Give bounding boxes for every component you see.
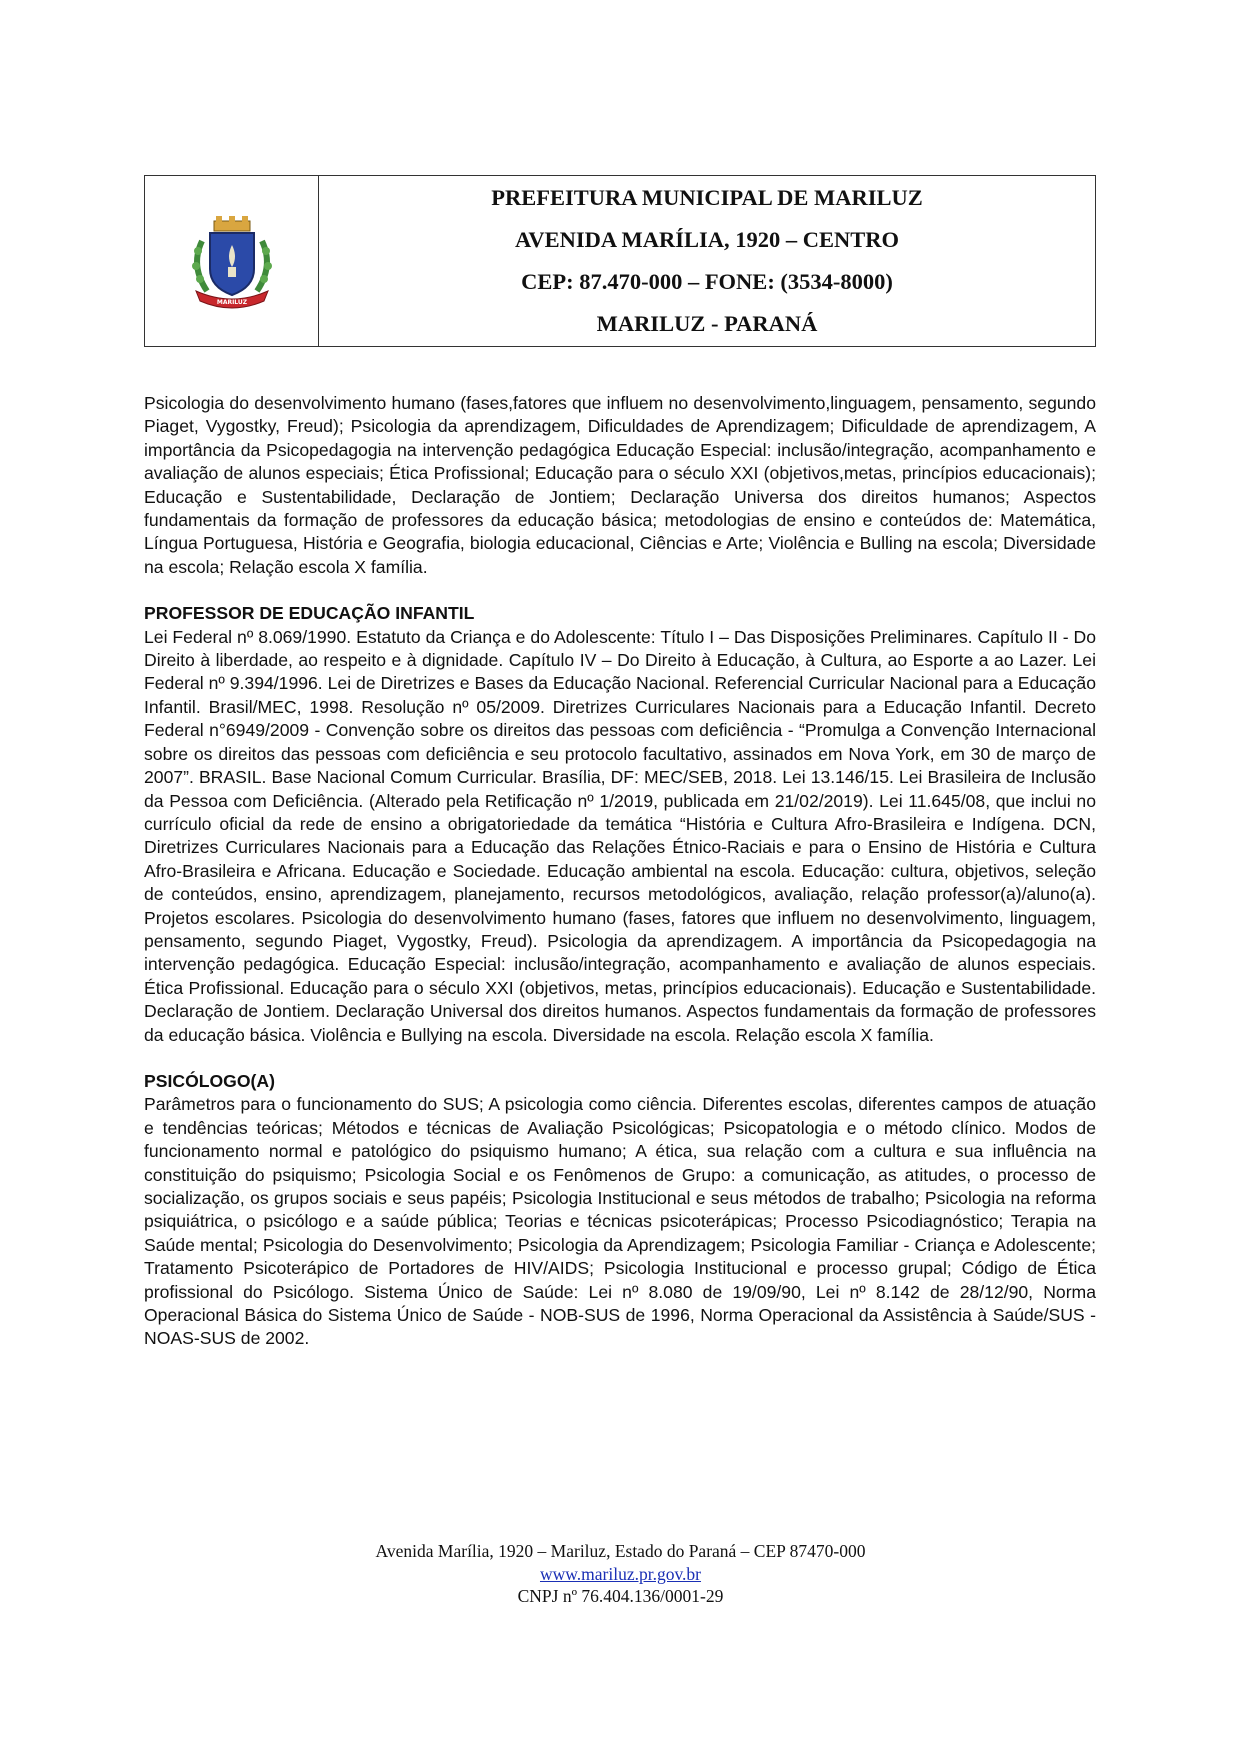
- footer-cnpj: CNPJ nº 76.404.136/0001-29: [517, 1586, 724, 1606]
- municipal-coat-of-arms-icon: [182, 211, 282, 311]
- crest-banner-text: MARILUZ: [216, 299, 247, 306]
- intro-paragraph: Psicologia do desenvolvimento humano (fases,fatores que influem no desenvolvimento,linguagem, pensamento, segundo Piaget, Vygostky, Freud); Psicologia da aprendizagem, Dificuldades de Aprendizagem; Dificuldade de aprendizagem, A importância da Psicopedagogia na intervenção pedagógica Educação Especial: inclusão/integração, acompanhamento e avaliação de alunos especiais; Ética Profissional; Educação para o século XXI (objetivos,metas, princípios educacionais); Educação e Sustentabilidade, Declaração de Jontiem; Declaração Universa dos direitos humanos; Aspectos fundamentais da formação de professores da educação básica; metodologias de ensino e conteúdos de: Matemática, Língua Portuguesa, História e Geografia, biologia educacional, Ciências e Arte; Violência e Bulling na escola; Diversidade na escola; Relação escola X família.: [144, 393, 1096, 577]
- section-text-professor: Lei Federal nº 8.069/1990. Estatuto da Criança e do Adolescente: Título I – Das Disposições Preliminares. Capítulo II - Do Direito à liberdade, ao respeito e à dignidade. Capítulo IV – Do Direito à Educação, à Cultura, ao Esporte a ao Lazer. Lei Federal nº 9.394/1996. Lei de Diretrizes e Bases da Educação Nacional. Referencial Curricular Nacional para a Educação Infantil. Brasil/MEC, 1998. Resolução nº 05/2009. Diretrizes Curriculares Nacionais para a Educação Infantil. Decreto Federal n°6949/2009 - Convenção sobre os direitos das pessoas com deficiência - “Promulga a Convenção Internacional sobre os direitos das pessoas com deficiência e seu protocolo facultativo, assinados em Nova York, em 30 de março de 2007”. BRASIL. Base Nacional Comum Curricular. Brasília, DF: MEC/SEB, 2018. Lei 13.146/15. Lei Brasileira de Inclusão da Pessoa com Deficiência. (Alterado pela Retificação nº 1/2019, publicada em 21/02/2019). Lei 11.645/08, que inclui no currículo oficial da rede de ensino a obrigatoriedade da temática “História e Cultura Afro-Brasileira e Indígena. DCN, Diretrizes Curriculares Nacionais para a Educação das Relações Étnico-Raciais e para o Ensino de História e Cultura Afro-Brasileira e Africana. Educação e Sociedade. Educação ambiental na escola. Educação: cultura, objetivos, seleção de conteúdos, ensino, aprendizagem, planejamento, recursos metodológicos, avaliação, relação professor(a)/aluno(a). Projetos escolares. Psicologia do desenvolvimento humano (fases, fatores que influem no desenvolvimento, linguagem, pensamento, segundo Piaget, Vygostky, Freud). Psicologia da aprendizagem. A importância da Psicopedagogia na intervenção pedagógica. Educação Especial: inclusão/integração, acompanhamento e avaliação de alunos especiais. Ética Profissional. Educação para o século XXI (objetivos, metas, princípios educacionais). Educação e Sustentabilidade. Declaração de Jontiem. Declaração Universal dos direitos humanos. Aspectos fundamentais da formação de professores da educação básica. Violência e Bullying na escola. Diversidade na escola. Relação escola X família.: [144, 626, 1096, 1045]
- municipality-address: AVENIDA MARÍLIA, 1920 – CENTRO: [514, 227, 899, 252]
- section-title-psicologo: PSICÓLOGO(A): [144, 1070, 275, 1091]
- municipality-state: MARILUZ - PARANÁ: [596, 311, 818, 336]
- footer-address: Avenida Marília, 1920 – Mariluz, Estado do Paraná – CEP 87470-000: [375, 1541, 866, 1561]
- section-title-professor: PROFESSOR DE EDUCAÇÃO INFANTIL: [144, 603, 475, 624]
- letterhead: [144, 175, 1096, 347]
- footer-website-link[interactable]: www.mariluz.pr.gov.br: [539, 1563, 702, 1584]
- section-text-psicologo: Parâmetros para o funcionamento do SUS; A psicologia como ciência. Diferentes escolas, diferentes campos de atuação e tendências teóricas; Métodos e técnicas de Avaliação Psicológicas; Psicopatologia e o método clínico. Modos de funcionamento normal e patológico do psiquismo humano; A ética, sua relação com a cultura e sua influência na constituição do psiquismo; Psicologia Social e os Fenômenos de Grupo: a comunicação, as atitudes, o processo de socialização, os grupos sociais e seus papéis; Psicologia Institucional e seus métodos de trabalho; Psicologia na reforma psiquiátrica, o psicólogo e a saúde pública; Teorias e técnicas psicoterápicas; Processo Psicodiagnóstico; Terapia na Saúde mental; Psicologia do Desenvolvimento; Psicologia da Aprendizagem; Psicologia Familiar - Criança e Adolescente; Tratamento Psicoterápico de Portadores de HIV/AIDS; Psicologia Institucional e processo grupal; Código de Ética profissional do Psicólogo. Sistema Único de Saúde: Lei nº 8.080 de 19/09/90, Lei nº 8.142 de 28/12/90, Norma Operacional Básica do Sistema Único de Saúde - NOB-SUS de 1996, Norma Operacional da Assistência à Saúde/SUS - NOAS-SUS de 2002.: [144, 1094, 1096, 1349]
- document-body: [144, 392, 1096, 1351]
- letterhead-title: [319, 176, 1095, 346]
- municipality-name: PREFEITURA MUNICIPAL DE MARILUZ: [491, 185, 923, 210]
- municipality-contact: CEP: 87.470-000 – FONE: (3534-8000): [521, 269, 893, 294]
- crest-cell: [145, 176, 319, 346]
- page-footer: [0, 1540, 1241, 1608]
